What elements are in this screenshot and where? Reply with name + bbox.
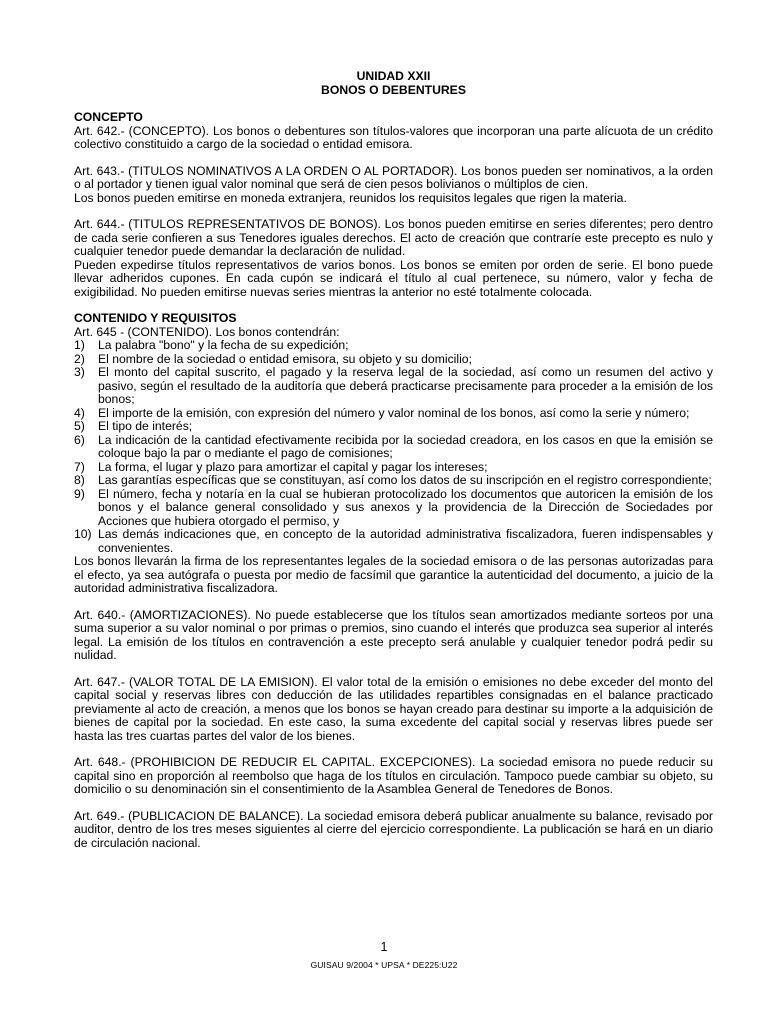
article-643-paragraph-2: Los bonos pueden emitirse en moneda extranjera, reunidos los requisitos legales que rigen la materia. xyxy=(74,190,627,205)
article-644-paragraph-2: Pueden expedirse títulos representativos de varios bonos. Los bonos se emiten por orden de serie. El bono puede llevar adheridos cupones. En cada cupón se indicará el título al cual pertenece, su número, valor y fecha de exigibilidad. No pueden emitirse nuevas series mientras la anterior no esté totalmente colocada. xyxy=(74,257,713,299)
list-item-number: 1) xyxy=(74,338,85,352)
article-642: Art. 642.- (CONCEPTO). Los bonos o debentures son títulos-valores que incorporan una parte alícuota de un crédito colectivo constituido a cargo de la sociedad o entidad emisora. xyxy=(74,123,713,151)
list-item-text: La palabra "bono" y la fecha de su expedición; xyxy=(98,338,349,352)
list-item-text: El importe de la emisión, con expresión del número y valor nominal de los bonos, así como la serie y número; xyxy=(98,405,690,420)
list-item xyxy=(74,488,713,529)
list-item-number: 3) xyxy=(74,365,85,379)
article-640: Art. 640.- (AMORTIZACIONES). No puede establecerse que los títulos sean amortizados mediante sorteos por una suma superior a su valor nominal o por primas o premios, sino cuando el interés que produzca sea superior al interés legal. La emisión de los títulos en contravención a este precepto será anulable y cualquier tenedor podrá pedir su nulidad. xyxy=(74,607,713,662)
list-item-text: El número, fecha y notaría en la cual se hubieran protocolizado los documentos que autoricen la emisión de los bonos y el balance general consolidado y sus anexos y la providencia de la Dirección de Sociedades por Acciones que hubiera otorgado el permiso, y xyxy=(98,486,713,528)
article-644: Art. 644.- (TITULOS REPRESENTATIVOS DE BONOS). Los bonos pueden emitirse en series diferentes; pero dentro de cada serie confieren a sus Tenedores iguales derechos. El acto de creación que contraríe este precepto es nulo y cualquier tenedor puede demandar la declaración de nulidad. xyxy=(74,217,713,258)
page-number: 1 xyxy=(380,940,388,954)
list-item xyxy=(74,474,713,488)
list-item-number: 7) xyxy=(74,459,85,474)
list-item xyxy=(74,339,713,353)
list-item-text: Las garantías específicas que se constituyan, así como los datos de su inscripción en el registro correspondiente; xyxy=(98,473,712,487)
list-item-number: 2) xyxy=(74,351,85,366)
document-body xyxy=(74,69,713,850)
list-item xyxy=(74,461,713,475)
article-645-closing: Los bonos llevarán la firma de los representantes legales de la sociedad emisora o de las personas autorizadas para el efecto, ya sea autógrafa o puesta por medio de facsímil que garantice la autenticidad del documento, a juicio de la autoridad administrativa fiscalizadora. xyxy=(74,554,713,595)
article-643: Art. 643.- (TITULOS NOMINATIVOS A LA ORDEN O AL PORTADOR). Los bonos pueden ser nominativos, a la orden o al portador y tienen igual valor nominal que será de cien pesos bolivianos o múltiplos de cien. xyxy=(74,163,713,191)
list-item-text: La indicación de la cantidad efectivamente recibida por la sociedad creadora, en los casos en que la emisión se coloque bajo la par o mediante el pago de comisiones; xyxy=(98,432,713,460)
list-item-number: 6) xyxy=(74,432,85,447)
article-647: Art. 647.- (VALOR TOTAL DE LA EMISION). El valor total de la emisión o emisiones no debe exceder del monto del capital social y reservas libres con deducción de las utilidades repartibles consignadas en el balance practicado previamente al acto de creación, a menos que los bonos se hayan creado para destinar su importe a la adquisición de bienes de capital por la sociedad. En este caso, la suma excedente del capital social y reservas libres puede ser hasta las tres cuartas partes del valor de los bienes. xyxy=(74,674,713,743)
article-649: Art. 649.- (PUBLICACION DE BALANCE). La sociedad emisora deberá publicar anualmente su balance, revisado por auditor, dentro de los tres meses siguientes al cierre del ejercicio correspondiente. La publicación se hará en un diario de circulación nacional. xyxy=(74,808,713,850)
list-item-text: El monto del capital suscrito, el pagado y la reserva legal de la sociedad, así como un resumen del activo y pasivo, según el resultado de la auditoría que deberá practicarse precisamente para proceder a la emisión de los bonos; xyxy=(98,365,713,406)
article-645-list xyxy=(74,339,713,555)
list-item-text: El tipo de interés; xyxy=(98,419,193,433)
list-item-text: La forma, el lugar y plazo para amortizar el capital y pagar los intereses; xyxy=(98,459,488,474)
list-item-text: Las demás indicaciones que, en concepto de la autoridad administrativa fiscalizadora, fueren indispensables y convenientes. xyxy=(98,527,713,555)
article-648: Art. 648.- (PROHIBICION DE REDUCIR EL CAPITAL. EXCEPCIONES). La sociedad emisora no puede reducir su capital sino en proporción al reembolso que haga de los títulos en circulación. Tampoco puede cambiar su objeto, su domicilio o su denominación sin el consentimiento de la Asamblea General de Tenedores de Bonos. xyxy=(74,755,713,796)
list-item xyxy=(74,434,713,461)
list-item xyxy=(74,420,713,434)
list-item-text: El nombre de la sociedad o entidad emisora, su objeto y su domicilio; xyxy=(98,351,472,366)
list-item xyxy=(74,353,713,367)
list-item xyxy=(74,528,713,555)
list-item xyxy=(74,407,713,421)
list-item-number: 4) xyxy=(74,405,85,420)
article-645-intro: Art. 645 - (CONTENIDO). Los bonos contendrán: xyxy=(74,324,340,339)
section-heading-concepto: CONCEPTO xyxy=(74,110,143,124)
page-title: BONOS O DEBENTURES xyxy=(321,83,466,97)
list-item-number: 8) xyxy=(74,473,85,487)
list-item-number: 5) xyxy=(74,419,85,433)
list-item-number: 9) xyxy=(74,486,85,501)
page-footer: GUISAU 9/2004 * UPSA * DE225:U22 xyxy=(310,960,458,970)
section-heading-contenido: CONTENIDO Y REQUISITOS xyxy=(74,311,237,325)
list-item xyxy=(74,366,713,407)
unit-heading: UNIDAD XXII xyxy=(356,69,431,83)
list-item-number: 10) xyxy=(74,527,92,541)
